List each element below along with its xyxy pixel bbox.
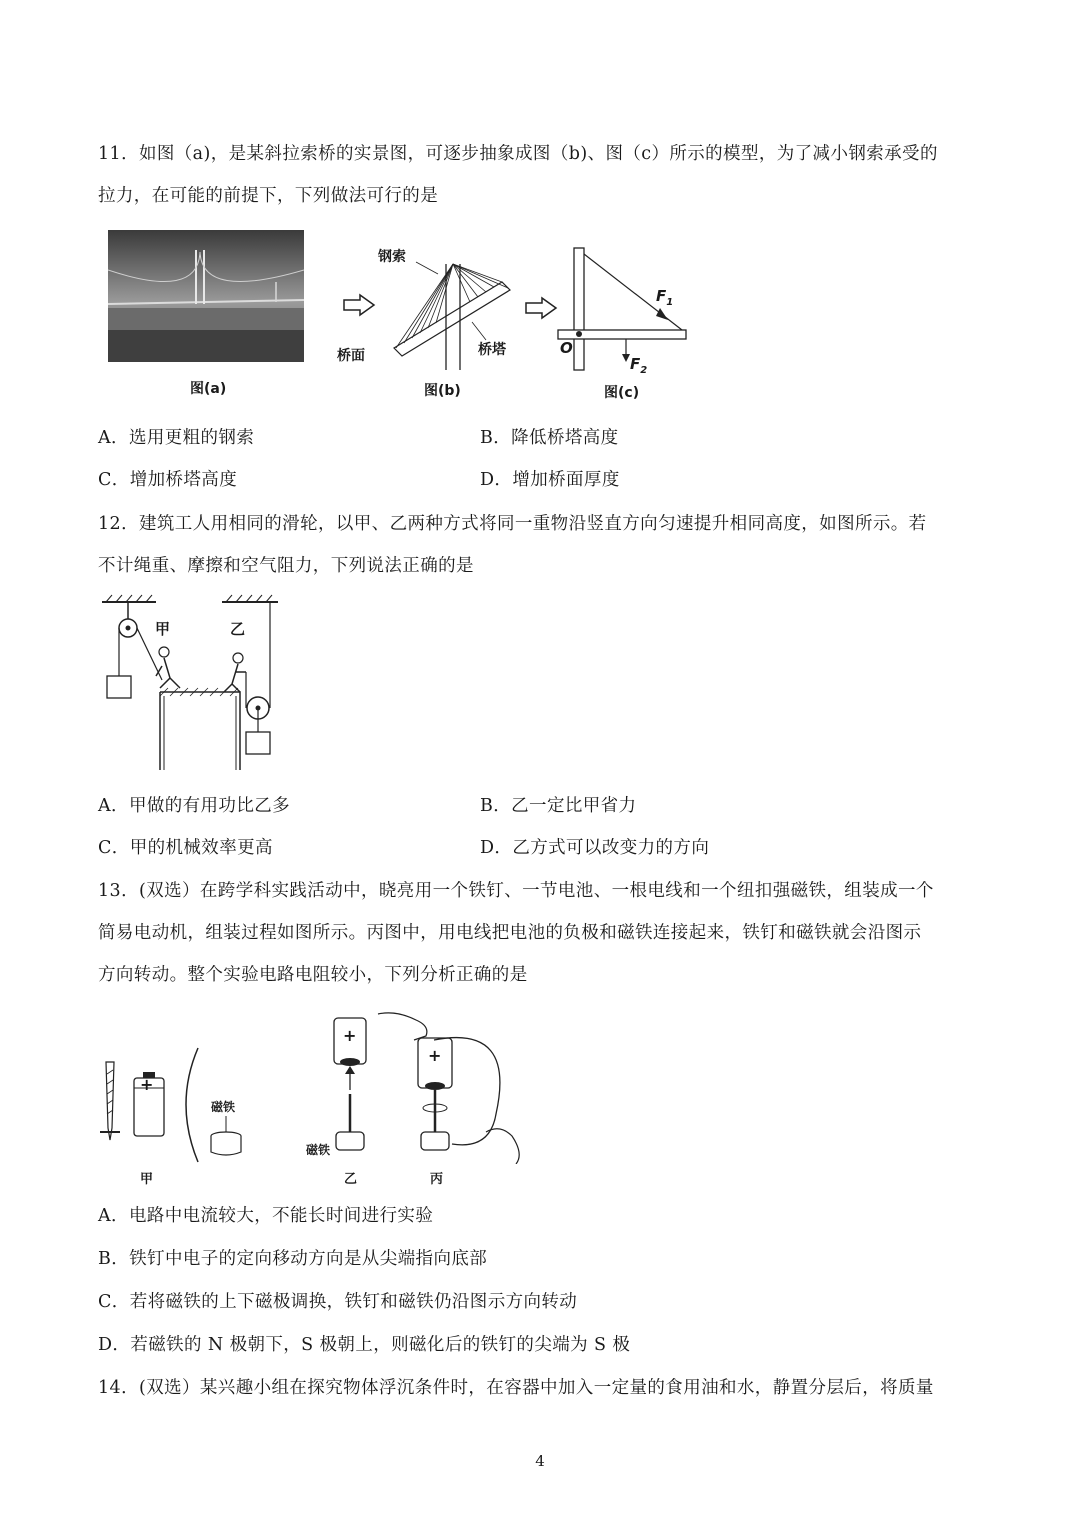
battery-plus-sign: + [140,1075,154,1094]
label-pivot-o: O [560,339,573,357]
q11-option-b: B．降低桥塔高度 [480,428,619,448]
q13-option-c: C．若将磁铁的上下磁极调换，铁钉和磁铁仍沿图示方向转动 [98,1292,578,1312]
label-magnet-yi: 磁铁 [306,1143,331,1157]
caption-yi: 乙 [344,1172,358,1187]
label-cable: 钢索 [378,249,406,265]
q11-option-a: A．选用更粗的钢索 [98,428,255,448]
page-number: 4 [535,1452,545,1470]
arrow-right-icon [342,293,376,317]
q12-option-a: A．甲做的有用功比乙多 [98,796,291,816]
q12-option-d: D．乙方式可以改变力的方向 [480,838,710,858]
caption-bing: 丙 [430,1172,444,1187]
q12-line-2: 不计绳重、摩擦和空气阻力，下列说法正确的是 [98,556,474,576]
label-f1: $F_1$ [656,287,674,308]
label-jia: 甲 [155,620,171,638]
q14-line-1: 14．(双选）某兴趣小组在探究物体浮沉条件时，在容器中加入一定量的食用油和水，静置分层后，将质量 [98,1378,934,1398]
q11-option-d: D．增加桥面厚度 [480,470,620,490]
q13-line-3: 方向转动。整个实验电路电阻较小，下列分析正确的是 [98,965,528,985]
label-tower: 桥塔 [478,342,506,358]
q13-option-b: B．铁钉中电子的定向移动方向是从尖端指向底部 [98,1249,488,1269]
bridge-photo [108,230,304,362]
battery-plus-sign: + [343,1026,357,1045]
label-yi: 乙 [230,620,246,638]
q13-line-2: 简易电动机，组装过程如图所示。丙图中，用电线把电池的负极和磁铁连接起来，铁钉和磁铁就会沿图示 [98,923,922,943]
q12-option-c: C．甲的机械效率更高 [98,838,273,858]
pulley-diagram [100,592,285,772]
label-f2: $F_2$ [630,355,648,376]
label-deck: 桥面 [337,348,365,364]
q11-line-1: 11．如图（a)，是某斜拉索桥的实景图，可逐步抽象成图（b)、图（c）所示的模型，为了减小钢索承受的 [98,144,938,164]
q11-line-2: 拉力，在可能的前提下，下列做法可行的是 [98,186,439,206]
q12-line-1: 12．建筑工人用相同的滑轮，以甲、乙两种方式将同一重物沿竖直方向匀速提升相同高度，如图所示。若 [98,514,927,534]
fig-c-caption: 图(c) [604,385,640,401]
motor-assembly-diagram [96,1004,536,1164]
q13-option-d: D．若磁铁的 N 极朝下，S 极朝上，则磁化后的铁钉的尖端为 S 极 [98,1335,631,1355]
q11-option-c: C．增加桥塔高度 [98,470,238,490]
battery-plus-sign: + [428,1046,442,1065]
fig-b-caption: 图(b) [424,383,461,399]
q13-line-1: 13．(双选）在跨学科实践活动中，晓亮用一个铁钉、一节电池、一根电线和一个纽扣强磁铁，组装成一个 [98,881,934,901]
caption-jia: 甲 [140,1172,154,1187]
arrow-right-icon [524,296,558,320]
fig-a-caption: 图(a) [190,381,227,397]
lever-model-diagram [554,244,694,384]
q12-option-b: B．乙一定比甲省力 [480,796,637,816]
label-magnet: 磁铁 [211,1100,236,1114]
q13-option-a: A．电路中电流较大，不能长时间进行实验 [98,1206,434,1226]
